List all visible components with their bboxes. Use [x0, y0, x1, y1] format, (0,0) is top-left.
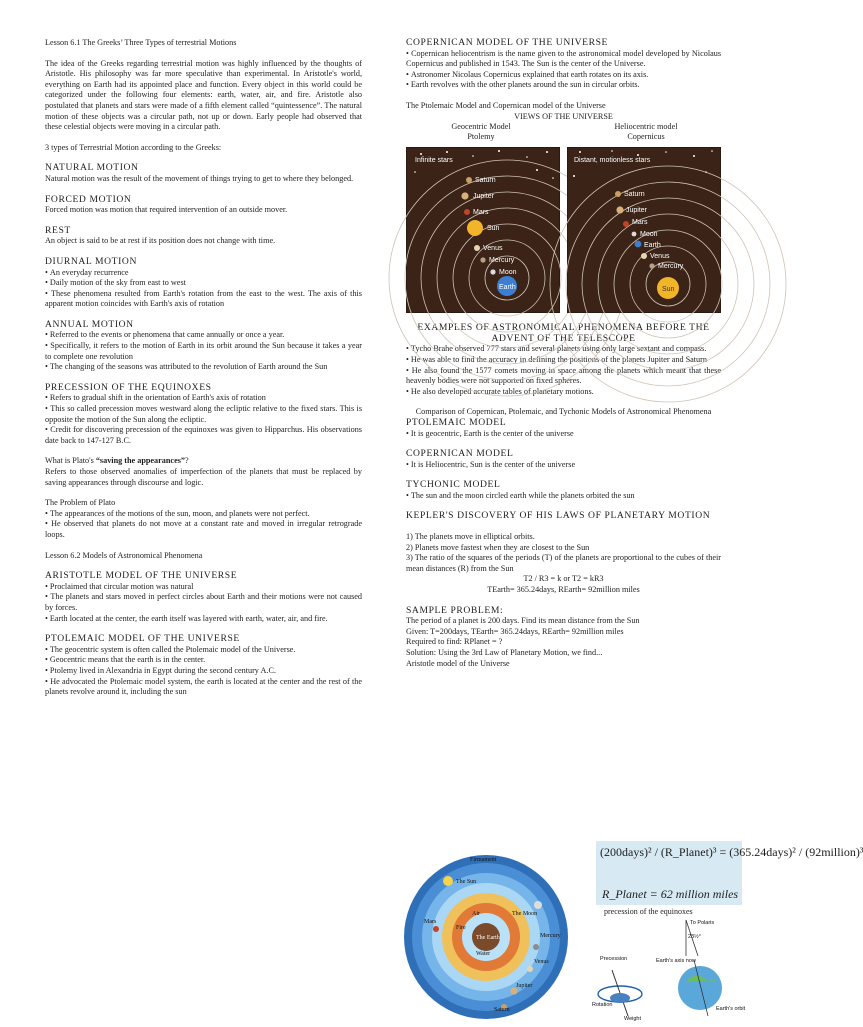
natural-motion-text: Natural motion was the result of the movement of things trying to get to where they belonged. [45, 173, 354, 183]
types-line: 3 types of Terrestrial Motion according to the Greeks: [45, 142, 222, 152]
precession-fig-label: Weight [624, 1016, 642, 1022]
aristotle-fig-label: Mercury [540, 933, 561, 939]
precession-bullet: • Refers to gradual shift in the orientation of Earth's axis of rotation [45, 393, 362, 404]
precession-svg [590, 916, 746, 1022]
kepler-equation: T2 / R3 = k or T2 = kR3 [523, 574, 604, 584]
kepler-law-1: 1) The planets move in elliptical orbits. [406, 532, 535, 542]
ptolemaic-model-heading: PTOLEMAIC MODEL OF THE UNIVERSE [45, 633, 240, 645]
precession-fig-label: 23½° [688, 934, 701, 940]
plato-problem-bullet: • He observed that planets do not move at a constant rate and moved in irregular retrograde loops. [45, 519, 362, 540]
lesson-2-title: Lesson 6.2 Models of Astronomical Phenomena [45, 550, 203, 560]
ptolemaic-bullet: • Geocentric means that the earth is in the center. [45, 655, 362, 666]
rest-heading: REST [45, 224, 71, 236]
copernican-bullet: • Astronomer Nicolaus Copernicus explained that earth rotates on its axis. [406, 70, 721, 81]
aristotle-bullet: • Proclaimed that circular motion was natural [45, 582, 362, 593]
problem-of-plato-title: The Problem of Plato [45, 498, 116, 508]
geo-fig-label: Jupiter [473, 193, 495, 201]
heliocentric-caption-line2: Copernicus [627, 132, 665, 142]
precession-figure [590, 916, 746, 1022]
plato-question [45, 456, 362, 467]
sample-line: Given: T=200days, TEarth= 365.24days, REarth= 92million miles [406, 626, 624, 636]
precession-heading: PRECESSION OF THE EQUINOXES [45, 381, 212, 393]
diurnal-motion-heading: DIURNAL MOTION [45, 255, 137, 267]
diurnal-bullet: • Daily motion of the sky from east to west [45, 278, 362, 289]
aristotle-universe-figure [386, 851, 586, 1019]
precession-fig-label: To Polaris [690, 920, 715, 926]
copernican-model-heading: COPERNICAN MODEL OF THE UNIVERSE [406, 37, 609, 48]
helio-fig-label: Mars [632, 219, 648, 227]
formula-box [596, 841, 863, 905]
precession-fig-label: Rotation [592, 1002, 613, 1008]
helio-fig-label: Venus [650, 253, 670, 261]
aristotle-model-heading: ARISTOTLE MODEL OF THE UNIVERSE [45, 570, 238, 582]
sample-line: The period of a planet is 200 days. Find its mean distance from the Sun [406, 616, 640, 626]
forced-motion-text: Forced motion was motion that required intervention of an outside mover. [45, 205, 288, 215]
geo-fig-label: Venus [483, 245, 503, 253]
annual-motion-heading: ANNUAL MOTION [45, 318, 134, 330]
precession-bullet: • This so called precession moves westward along the ecliptic relative to the fixed stars. This is opposite the motion of the Sun along the ecliptic. [45, 404, 362, 425]
aristotle-bullet: • The planets and stars moved in perfect circles about Earth and their motions were not caused by forces. [45, 592, 362, 613]
annual-bullet: • The changing of the seasons was attributed to the revolution of Earth around the Sun [45, 362, 362, 373]
copernican-model-label: COPERNICAN MODEL [406, 448, 514, 460]
precession-figure-caption: precession of the equinoxes [604, 907, 693, 916]
precession-fig-label: Earth's orbit [716, 1006, 746, 1012]
ptolemaic-bullet: • He advocated the Ptolemaic model system, the earth is located at the center and the rest of the planets revolve around it, including the sun [45, 677, 362, 698]
annual-bullet: • Specifically, it refers to the motion of Earth in its orbit around the Sun because it takes a year to complete one revolution [45, 341, 362, 362]
copernican-bullet: • Earth revolves with the other planets around the sun in circular orbits. [406, 80, 721, 91]
diurnal-bullet: • An everyday recurrence [45, 268, 362, 279]
aristotle-fig-label: Air [472, 911, 480, 917]
left-column [45, 38, 362, 698]
helio-fig-label: Jupiter [626, 207, 648, 215]
ptolemaic-model-label: PTOLEMAIC MODEL [406, 416, 507, 428]
natural-motion-heading: NATURAL MOTION [45, 162, 139, 174]
saving-appearances-term: “saving the appearances” [95, 456, 185, 466]
copernican-model-bullet: • It is Heliocentric, Sun is the center of the universe [406, 460, 721, 471]
sample-problem-heading: SAMPLE PROBLEM: [406, 604, 504, 616]
aristotle-bullet: • Earth located at the center, the earth itself was layered with earth, water, air, and fire. [45, 614, 362, 625]
ptolemaic-bullet: • The geocentric system is often called the Ptolemaic model of the Universe. [45, 645, 362, 656]
precession-fig-label: Precession [600, 956, 628, 962]
forced-motion-heading: FORCED MOTION [45, 193, 132, 205]
examples-heading: EXAMPLES OF ASTRONOMICAL PHENOMENA BEFORE THE ADVENT OF THE TELESCOPE [417, 322, 710, 344]
ptolemaic-model-bullet: • It is geocentric, Earth is the center of the universe [406, 429, 721, 440]
helio-fig-label: Earth [644, 242, 661, 250]
formula-result: R_Planet = 62 million miles [602, 887, 739, 901]
right-column [406, 38, 721, 669]
plato-question-post: ? [184, 456, 189, 466]
model-figures [406, 147, 721, 313]
sample-line: Solution: Using the 3rd Law of Planetary Motion, we find... [406, 648, 603, 657]
formula-equation: (200days)² / (R_Planet)³ = (365.24days)² / (92million)³ [600, 845, 863, 859]
models-comparison-line: The Ptolemaic Model and Copernican model of the Universe [406, 100, 606, 110]
heliocentric-caption-line1: Heliocentric model [614, 122, 678, 132]
helio-fig-label: Mercury [658, 263, 684, 271]
aristotle-fig-label: Mars [424, 919, 437, 925]
helio-fig-label: Sun [662, 286, 675, 294]
annual-bullet: • Referred to the events or phenomena that came annually or once a year. [45, 330, 362, 341]
aristotle-figure-caption: Aristotle model of the Universe [406, 658, 510, 668]
aristotle-fig-label: Firmament [470, 857, 497, 863]
sample-line: Required to find: RPlanet = ? [406, 637, 503, 647]
aristotle-universe-svg [386, 851, 586, 1019]
kepler-law-2: 2) Planets move fastest when they are closest to the Sun [406, 542, 590, 552]
aristotle-fig-label: Fire [456, 925, 466, 931]
geo-fig-label: Mercury [489, 257, 515, 265]
examples-bullet: • He also found the 1577 comets moving in space among the planets which meant that these heavenly bodies were not supported on fixed spheres. [406, 366, 721, 387]
plato-problem-bullet: • The appearances of the motions of the sun, moon, and planets were not perfect. [45, 509, 362, 520]
aristotle-fig-label: The Sun [456, 879, 477, 885]
diurnal-bullet: • These phenomena resulted from Earth's rotation from the east to the west. The axis of this apparent motion coincides with Earth's axis of rotation [45, 289, 362, 310]
plato-question-pre: What is Plato's [45, 456, 96, 466]
rest-text: An object is said to be at rest if its position does not change with time. [45, 236, 276, 246]
precession-fig-label: Earth's axis now [656, 958, 696, 964]
examples-bullet: • Tycho Brahe observed 777 stars and several planets using only large sextant and compass. [406, 344, 721, 355]
kepler-heading: KEPLER'S DISCOVERY OF HIS LAWS OF PLANETARY MOTION [406, 510, 711, 522]
geocentric-svg [407, 148, 559, 312]
geo-fig-label: Saturn [475, 177, 496, 185]
aristotle-fig-label: Saturn [494, 1007, 510, 1013]
heliocentric-caption [571, 122, 721, 142]
precession-bullet: • Credit for discovering precession of the equinoxes was given to Hipparchus. His observations date back to 147-127 B.C. [45, 425, 362, 446]
tychonic-model-label: TYCHONIC MODEL [406, 479, 501, 491]
helio-fig-label: Saturn [624, 191, 645, 199]
views-of-universe-title: VIEWS OF THE UNIVERSE [514, 111, 613, 121]
comparison-title: Comparison of Copernican, Ptolemaic, and Tychonic Models of Astronomical Phenomena [415, 407, 712, 417]
aristotle-fig-label: The Moon [512, 911, 538, 917]
kepler-earth-values: TEarth= 365.24days, REarth= 92million miles [487, 585, 640, 595]
geo-fig-label: Sun [487, 225, 500, 233]
aristotle-fig-label: Venus [534, 959, 549, 965]
ptolemaic-bullet: • Ptolemy lived in Alexandria in Egypt during the second century A.C. [45, 666, 362, 677]
helio-fig-top-label: Distant, motionless stars [574, 157, 651, 165]
tychonic-model-bullet: • The sun and the moon circled earth while the planets orbited the sun [406, 491, 721, 502]
heliocentric-svg [568, 148, 720, 312]
kepler-law-3: 3) The ratio of the squares of the periods (T) of the planets are proportional to the cubes of their mean distances (R) from the Sun [406, 553, 721, 573]
copernican-bullet: • Copernican heliocentrism is the name given to the astronomical model developed by Nicolaus Copernicus and published in 1543. The Sun is the center of the Universe. [406, 49, 721, 70]
helio-fig-label: Moon [640, 231, 658, 239]
geo-fig-label: Mars [473, 209, 489, 217]
intro-paragraph: The idea of the Greeks regarding terrestrial motion was highly influenced by the thoughts of Aristotle. His philosophy was far more speculative than experimental. In Aristotle's world, everything on Earth had its appointed place and function. Every object in this world could be categorized under the following four elements: earth, water, air, and fire. Aristotle also postulated that planets and stars were made of a fifth element called “quintessence”. The natural motion of these objects was a circular path, not up or down. Early people had observed that these celestial objects were moving in a circular path. [45, 58, 362, 132]
geocentric-caption [406, 122, 556, 142]
examples-bullet: • He also developed accurate tables of planetary motions. [406, 387, 721, 398]
model-captions [406, 122, 721, 142]
heliocentric-diagram [567, 147, 721, 313]
geocentric-caption-line2: Ptolemy [467, 132, 495, 142]
aristotle-fig-label: Water [476, 951, 491, 957]
geocentric-diagram [406, 147, 560, 313]
geo-fig-label: Moon [499, 269, 517, 277]
aristotle-fig-label: The Earth [476, 935, 500, 941]
aristotle-fig-label: Jupiter [516, 983, 533, 989]
examples-bullet: • He was able to find the accuracy in defining the positions of the planets Jupiter and Saturn [406, 355, 721, 366]
geocentric-caption-line1: Geocentric Model [451, 122, 511, 132]
lesson-1-title: Lesson 6.1 The Greeks’ Three Types of terrestrial Motions [45, 38, 237, 47]
geo-fig-label: Earth [499, 284, 516, 292]
plato-text: Refers to those observed anomalies of imperfection of the planets that must be replaced by saving appearances through discourse and logic. [45, 467, 362, 487]
geo-fig-top-label: Infinite stars [415, 157, 453, 165]
